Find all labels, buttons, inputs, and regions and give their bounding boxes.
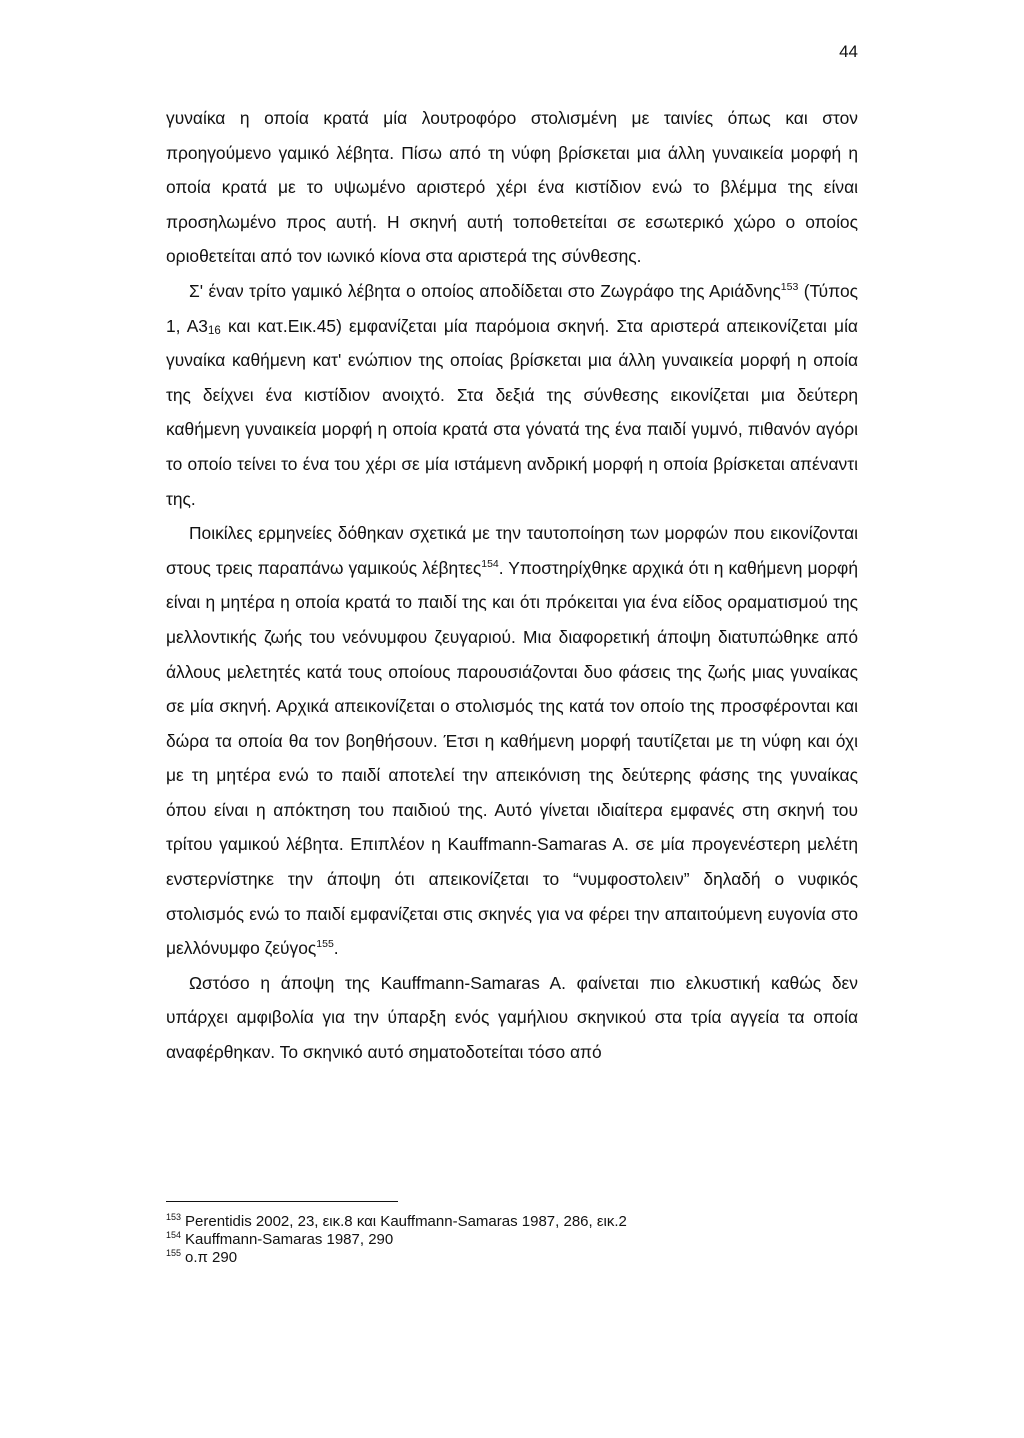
footnote-ref-155[interactable]: 155: [316, 938, 334, 951]
paragraph-1: [166, 101, 858, 274]
catalogue-subscript: 16: [207, 324, 221, 337]
paragraph-text: . Υποστηρίχθηκε αρχικά ότι η καθήμενη μορφή είναι η μητέρα η οποία κρατά το παιδί της και ότι πρόκειται για ένα είδος οραματισμού της μελλοντικής ζωής του νεόνυμφου ζευγαριού. Μια διαφορετική άποψη διατυπώθηκε από άλλους μελετητές κατά τους οποίους παρουσιάζονται δυο φάσεις της ζωής μιας γυναίκας σε μία σκηνή. Αρχικά απεικονίζεται ο στολισμός της κατά τον οποίο της προσφέρονται και δώρα τα οποία θα τον βοηθήσουν. Έτσι η καθήμενη μορφή ταυτίζεται με τη νύφη και όχι με τη μητέρα ενώ το παιδί αποτελεί την απεικόνιση της δεύτερης φάσης της γυναίκας όπου είναι η απόκτηση του παιδιού της. Αυτό γίνεται ιδιαίτερα εμφανές στη σκηνή του τρίτου γαμικού λέβητα. Επιπλέον η Kauffmann-Samaras A. σε μία προγενέστερη μελέτη ενστερνίστηκε την άποψη ότι απεικονίζεται το “νυμφοστολειν” δηλαδή ο νυφικός στολισμός ενώ το παιδί εμφανίζεται στις σκηνές για να φέρει την απαιτούμενη ευγονία στο μελλόνυμφο ζεύγος: [166, 557, 858, 959]
footnote-ref-153[interactable]: 153: [780, 280, 799, 293]
footnote-153: [166, 1213, 858, 1231]
footnote-text: ο.π 290: [185, 1249, 238, 1266]
footnote-text: Perentidis 2002, 23, εικ.8 και Kauffmann-Samaras 1987, 286, εικ.2: [185, 1213, 627, 1230]
paragraph-text: και κατ.Εικ.45) εμφανίζεται μία παρόμοια σκηνή. Στα αριστερά απεικονίζεται μία γυναίκα καθήμενη κατ' ενώπιον της οποίας βρίσκεται μια άλλη γυναικεία μορφή η οποία της δείχνει ένα κιστίδιον ανοιχτό. Στα δεξιά της σύνθεσης εικονίζεται μια δεύτερη καθήμενη γυναικεία μορφή η οποία κρατά στα γόνατά της ένα παιδί γυμνό, πιθανόν αγόρι το οποίο τείνει το ένα του χέρι σε μία ιστάμενη ανδρική μορφή η οποία βρίσκεται απέναντι της.: [166, 315, 858, 509]
footnote-154: [166, 1231, 858, 1249]
paragraph-3: [166, 516, 858, 966]
footnote-number: 155: [166, 1248, 182, 1258]
footnote-text: Kauffmann-Samaras 1987, 290: [185, 1231, 394, 1248]
paragraph-2: [166, 274, 858, 516]
paragraph-text: Ωστόσο η άποψη της Kauffmann-Samaras A. φαίνεται πιο ελκυστική καθώς δεν υπάρχει αμφιβολία για την ύπαρξη ενός γαμήλιου σκηνικού στα τρία αγγεία τα οποία αναφέρθηκαν. Το σκηνικό αυτό σηματοδοτείται τόσο από: [166, 972, 858, 1063]
footnote-separator: [166, 1201, 398, 1202]
footnotes: [166, 1213, 858, 1267]
body-text: [166, 101, 858, 1070]
paragraph-text: Σ' έναν τρίτο γαμικό λέβητα ο οποίος αποδίδεται στο Ζωγράφο της Αριάδνης: [189, 280, 781, 301]
footnote-number: 154: [166, 1230, 182, 1240]
paragraph-text: Ποικίλες ερμηνείες δόθηκαν σχετικά με την ταυτοποίηση των μορφών που εικονίζονται στους τρεις παραπάνω γαμικούς λέβητες: [166, 523, 858, 578]
paragraph-4: [166, 966, 858, 1070]
paragraph-text: γυναίκα η οποία κρατά μία λουτροφόρο στολισμένη με ταινίες όπως και στον προηγούμενο γαμικό λέβητα. Πίσω από τη νύφη βρίσκεται μια άλλη γυναικεία μορφή η οποία κρατά με το υψωμένο αριστερό χέρι ένα κιστίδιον ενώ το βλέμμα της είναι προσηλωμένο προς αυτή. Η σκηνή αυτή τοποθετείται σε εσωτερικό χώρο ο οποίος οριοθετείται από τον ιωνικό κίονα στα αριστερά της σύνθεσης.: [166, 108, 858, 267]
page-number: 44: [839, 42, 858, 61]
paragraph-text: (Τύπος 1, Α3: [166, 280, 858, 336]
paragraph-text: .: [333, 938, 339, 959]
footnote-155: [166, 1249, 858, 1267]
footnote-number: 153: [166, 1212, 182, 1222]
footnote-ref-154[interactable]: 154: [481, 557, 499, 570]
